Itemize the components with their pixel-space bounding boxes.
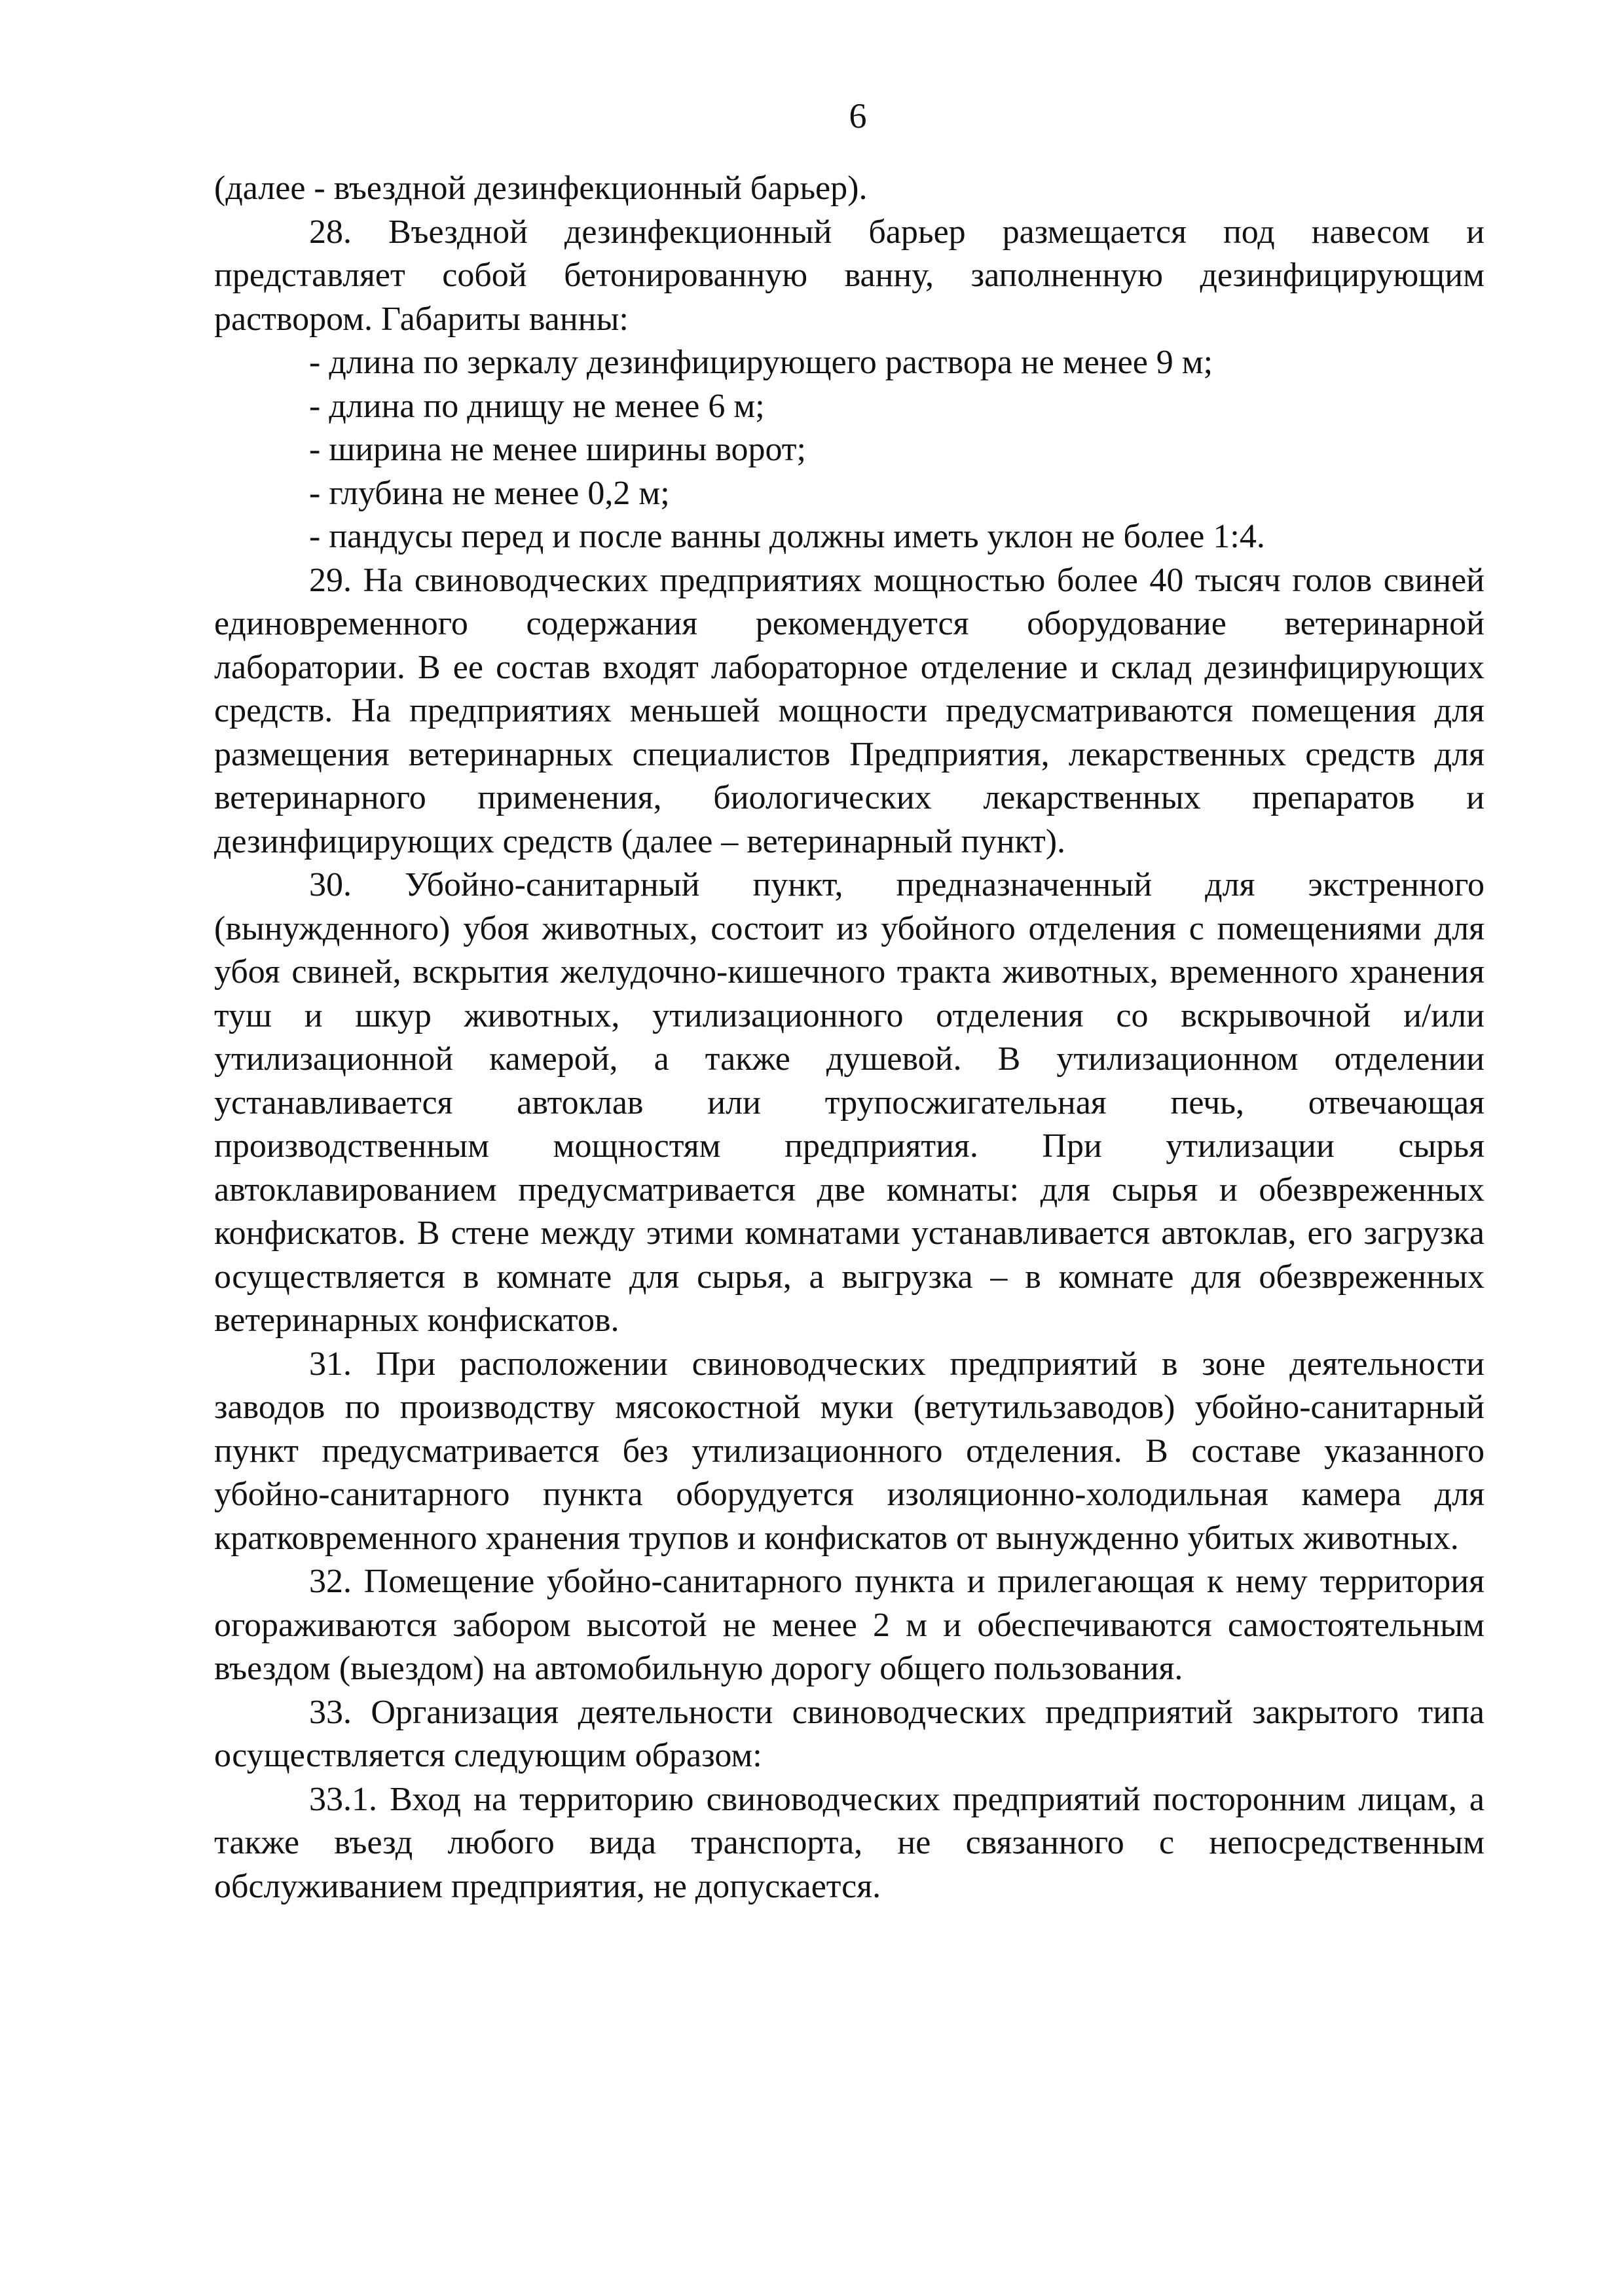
list-item: - ширина не менее ширины ворот; xyxy=(309,431,806,468)
paragraph-intro: (далее - въездной дезинфекционный барьер). xyxy=(214,170,868,207)
paragraph-30: 30. Убойно-санитарный пункт, предназначенный для экстренного (вынужденного) убоя животных, состоит из убойного отделения с помещениями для убоя свиней, вскрытия желудочно-кишечного тракта животных, временного хранения туш и шкур животных, утилизационного отделения со вскрывочной и/или утилизационной камерой, а также душевой. В утилизационном отделении устанавливается автоклав или трупосжигательная печь, отвечающая производственным мощностям предприятия. При утилизации сырья автоклавированием предусматривается две комнаты: для сырья и обезвреженных конфискатов. В стене между этими комнатами устанавливается автоклав, его загрузка осуществляется в комнате для сырья, а выгрузка – в комнате для обезвреженных ветеринарных конфискатов. xyxy=(214,866,1485,1339)
list-item: - длина по зеркалу дезинфицирующего раствора не менее 9 м; xyxy=(309,344,1213,381)
list-item: - пандусы перед и после ванны должны иметь уклон не более 1:4. xyxy=(309,518,1265,555)
list-item: - длина по днищу не менее 6 м; xyxy=(309,387,765,425)
list-item: - глубина не менее 0,2 м; xyxy=(309,474,670,512)
document-body xyxy=(214,167,1485,1908)
bath-dimensions-list xyxy=(214,341,1485,559)
paragraph-31: 31. При расположении свиноводческих предприятий в зоне деятельности заводов по производству мясокостной муки (ветутильзаводов) убойно-санитарный пункт предусматривается без утилизационного отделения. В составе указанного убойно-санитарного пункта оборудуется изоляционно-холодильная камера для кратковременного хранения трупов и конфискатов от вынужденно убитых животных. xyxy=(214,1345,1485,1557)
paragraph-33: 33. Организация деятельности свиноводческих предприятий закрытого типа осуществляется следующим образом: xyxy=(214,1693,1485,1774)
page-number: 6 xyxy=(849,96,867,136)
paragraph-32: 32. Помещение убойно-санитарного пункта и прилегающая к нему территория огораживаются забором высотой не менее 2 м и обеспечиваются самостоятельным въездом (выездом) на автомобильную дорогу общего пользования. xyxy=(214,1563,1485,1687)
paragraph-28: 28. Въездной дезинфекционный барьер размещается под навесом и представляет собой бетонированную ванну, заполненную дезинфицирующим раствором. Габариты ванны: xyxy=(214,213,1485,338)
paragraph-33-1: 33.1. Вход на территорию свиноводческих предприятий посторонним лицам, а также въезд любого вида транспорта, не связанного с непосредственным обслуживанием предприятия, не допускается. xyxy=(214,1780,1485,1905)
paragraph-29: 29. На свиноводческих предприятиях мощностью более 40 тысяч голов свиней единовременного содержания рекомендуется оборудование ветеринарной лаборатории. В ее состав входят лабораторное отделение и склад дезинфицирующих средств. На предприятиях меньшей мощности предусматриваются помещения для размещения ветеринарных специалистов Предприятия, лекарственных средств для ветеринарного применения, биологических лекарственных препаратов и дезинфицирующих средств (далее – ветеринарный пункт). xyxy=(214,561,1485,860)
